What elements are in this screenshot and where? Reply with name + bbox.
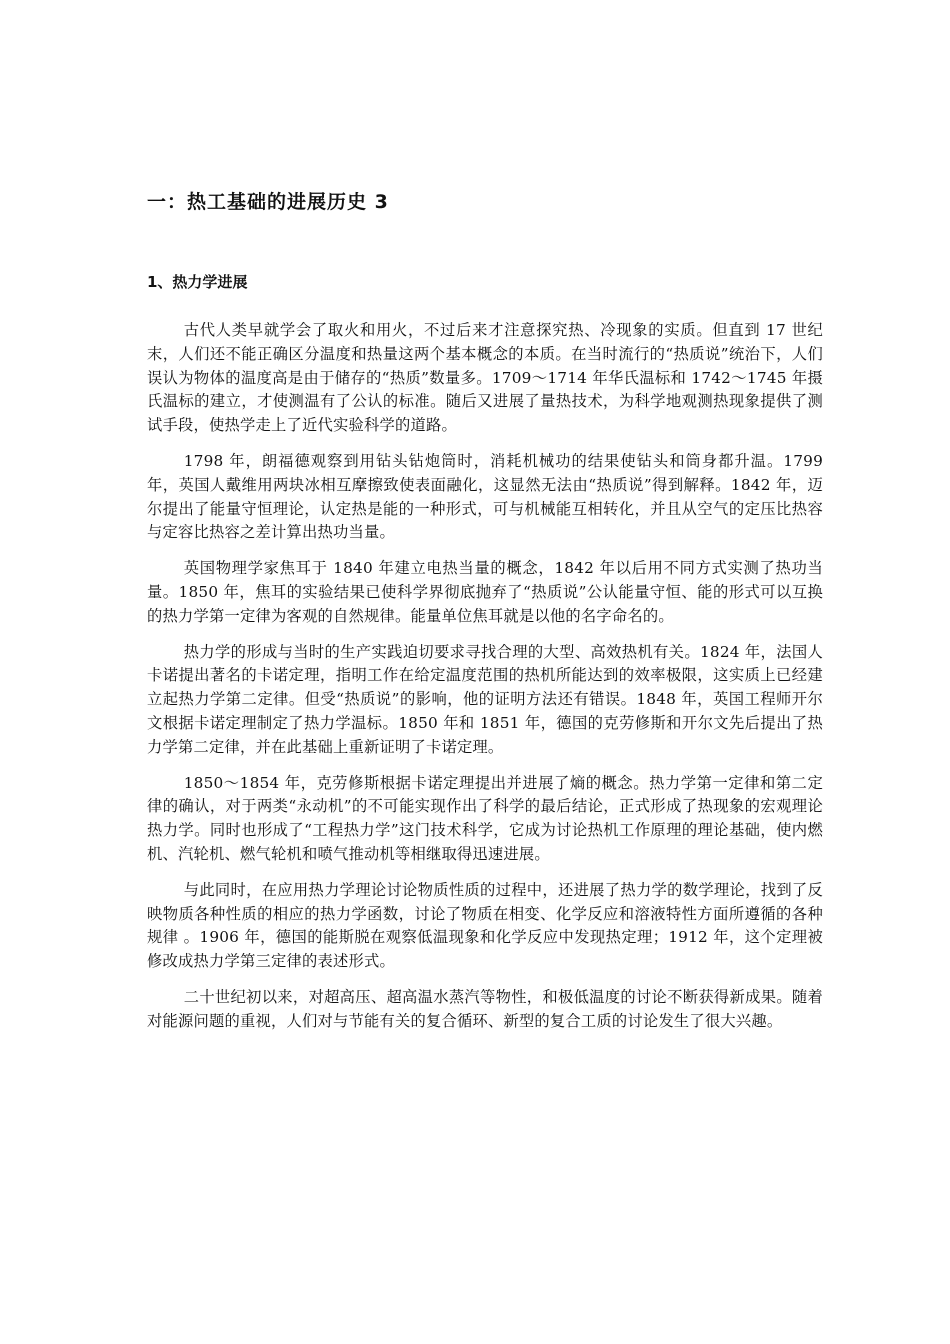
document-page bbox=[147, 188, 823, 1030]
paragraph-4: 热力学的形成与当时的生产实践迫切要求寻找合理的大型、高效热机有关。1824 年，法国人卡诺提出著名的卡诺定理，指明工作在给定温度范围的热机所能达到的效率极限，这实质上已经建立起热力学第二定律。但受“热质说”的影响，他的证明方法还有错误。1848 年，英国工程师开尔文根据卡诺定理制定了热力学温标。1850 年和 1851 年，德国的克劳修斯和开尔文先后提出了热力学第二定律，并在此基础上重新证明了卡诺定理。 bbox=[147, 642, 823, 756]
paragraph-6: 与此同时，在应用热力学理论讨论物质性质的过程中，还进展了热力学的数学理论，找到了反映物质各种性质的相应的热力学函数，讨论了物质在相变、化学反应和溶液特性方面所遵循的各种规律 。1906 年，德国的能斯脱在观察低温现象和化学反应中发现热定理；1912 年，这个定理被修改成热力学第三定律的表述形式。 bbox=[147, 880, 823, 971]
paragraph-3: 英国物理学家焦耳于 1840 年建立电热当量的概念，1842 年以后用不同方式实测了热功当量。1850 年，焦耳的实验结果已使科学界彻底抛弃了“热质说”公认能量守恒、能的形式可以互换的热力学第一定律为客观的自然规律。能量单位焦耳就是以他的名字命名的。 bbox=[147, 559, 823, 625]
document-body bbox=[147, 319, 823, 1046]
section-heading: 1、热力学进展 bbox=[147, 273, 248, 291]
paragraph-1: 古代人类早就学会了取火和用火，不过后来才注意探究热、冷现象的实质。但直到 17 世纪末，人们还不能正确区分温度和热量这两个基本概念的本质。在当时流行的“热质说”统治下，人们误认为物体的温度高是由于储存的“热质”数量多。1709～1714 年华氏温标和 1742～1745 年摄氏温标的建立，才使测温有了公认的标准。随后又进展了量热技术，为科学地观测热现象提供了测试手段，使热学走上了近代实验科学的道路。 bbox=[147, 321, 823, 435]
paragraph-7: 二十世纪初以来，对超高压、超高温水蒸汽等物性，和极低温度的讨论不断获得新成果。随着对能源问题的重视，人们对与节能有关的复合循环、新型的复合工质的讨论发生了很大兴趣。 bbox=[147, 987, 823, 1030]
paragraph-2: 1798 年，朗福德观察到用钻头钻炮筒时，消耗机械功的结果使钻头和筒身都升温。1799 年，英国人戴维用两块冰相互摩擦致使表面融化，这显然无法由“热质说”得到解释。1842 年，迈尔提出了能量守恒理论，认定热是能的一种形式，可与机械能互相转化，并且从空气的定压比热容与定容比热容之差计算出热功当量。 bbox=[147, 451, 823, 542]
paragraph-5: 1850～1854 年，克劳修斯根据卡诺定理提出并进展了熵的概念。热力学第一定律和第二定律的确认，对于两类“永动机”的不可能实现作出了科学的最后结论，正式形成了热现象的宏观理论热力学。同时也形成了“工程热力学”这门技术科学，它成为讨论热机工作原理的理论基础，使内燃机、汽轮机、燃气轮机和喷气推动机等相继取得迅速进展。 bbox=[147, 773, 823, 863]
document-title: 一：热工基础的进展历史 3 bbox=[147, 191, 389, 213]
